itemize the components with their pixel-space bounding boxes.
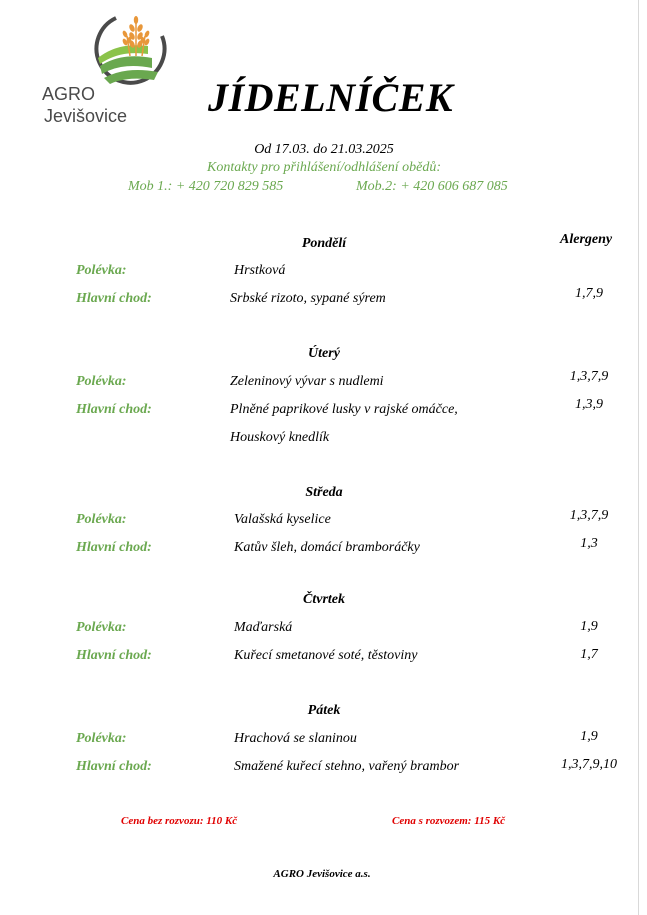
logo-wordmark xyxy=(42,83,127,127)
soup-label: Polévka: xyxy=(76,374,127,389)
main-allergens: 1,3,9 xyxy=(575,397,603,412)
soup-label: Polévka: xyxy=(76,620,127,635)
soup-dish: Hrstková xyxy=(234,263,286,278)
soup-allergens: 1,9 xyxy=(580,729,598,744)
soup-label: Polévka: xyxy=(76,263,127,278)
price-with-delivery: Cena s rozvozem: 115 Kč xyxy=(392,815,506,827)
footer-company: AGRO Jevišovice a.s. xyxy=(273,868,371,880)
main-dish: Smažené kuřecí stehno, vařený brambor xyxy=(234,759,460,774)
day-heading-wednesday: Středa xyxy=(305,485,343,500)
soup-allergens: 1,3,7,9 xyxy=(569,369,609,384)
main-dish-line-2: Houskový knedlík xyxy=(230,430,330,445)
soup-label: Polévka: xyxy=(76,512,127,527)
main-course-label: Hlavní chod: xyxy=(76,291,152,306)
phone-mob-2: Mob.2: + 420 606 687 085 xyxy=(356,179,508,194)
soup-label: Polévka: xyxy=(76,731,127,746)
main-course-label: Hlavní chod: xyxy=(76,648,152,663)
logo-line-2: Jevišovice xyxy=(44,106,128,126)
allergens-column-header: Alergeny xyxy=(560,232,613,247)
date-range: Od 17.03. do 21.03.2025 xyxy=(254,142,394,157)
main-allergens: 1,3,7,9,10 xyxy=(561,757,617,772)
soup-dish: Zeleninový vývar s nudlemi xyxy=(230,374,384,389)
main-dish: Katův šleh, domácí bramboráčky xyxy=(234,540,420,555)
contacts-label: Kontakty pro přihlášení/odhlášení obědů: xyxy=(207,160,441,175)
main-allergens: 1,3 xyxy=(580,536,598,551)
main-dish: Kuřecí smetanové soté, těstoviny xyxy=(234,648,418,663)
day-heading-monday: Pondělí xyxy=(301,236,347,251)
day-heading-friday: Pátek xyxy=(307,703,341,718)
main-allergens: 1,7,9 xyxy=(575,286,603,301)
day-heading-thursday: Čtvrtek xyxy=(303,592,345,607)
main-course-label: Hlavní chod: xyxy=(76,540,152,555)
phone-mob-1: Mob 1.: + 420 720 829 585 xyxy=(128,179,284,194)
main-dish: Srbské rizoto, sypané sýrem xyxy=(230,291,386,306)
day-heading-tuesday: Úterý xyxy=(308,346,340,361)
main-allergens: 1,7 xyxy=(580,647,598,662)
soup-dish: Maďarská xyxy=(234,620,293,635)
main-course-label: Hlavní chod: xyxy=(76,402,152,417)
main-dish: Plněné paprikové lusky v rajské omáčce, xyxy=(230,402,458,417)
page-title: JÍDELNÍČEK xyxy=(208,75,454,120)
soup-dish: Valašská kyselice xyxy=(234,512,331,527)
price-without-delivery: Cena bez rozvozu: 110 Kč xyxy=(121,815,238,827)
soup-allergens: 1,3,7,9 xyxy=(569,508,609,523)
page-edge-divider xyxy=(638,0,639,915)
soup-dish: Hrachová se slaninou xyxy=(234,731,357,746)
logo-line-1: AGRO xyxy=(42,84,96,104)
main-course-label: Hlavní chod: xyxy=(76,759,152,774)
soup-allergens: 1,9 xyxy=(580,619,598,634)
agro-logo-icon xyxy=(92,8,172,88)
